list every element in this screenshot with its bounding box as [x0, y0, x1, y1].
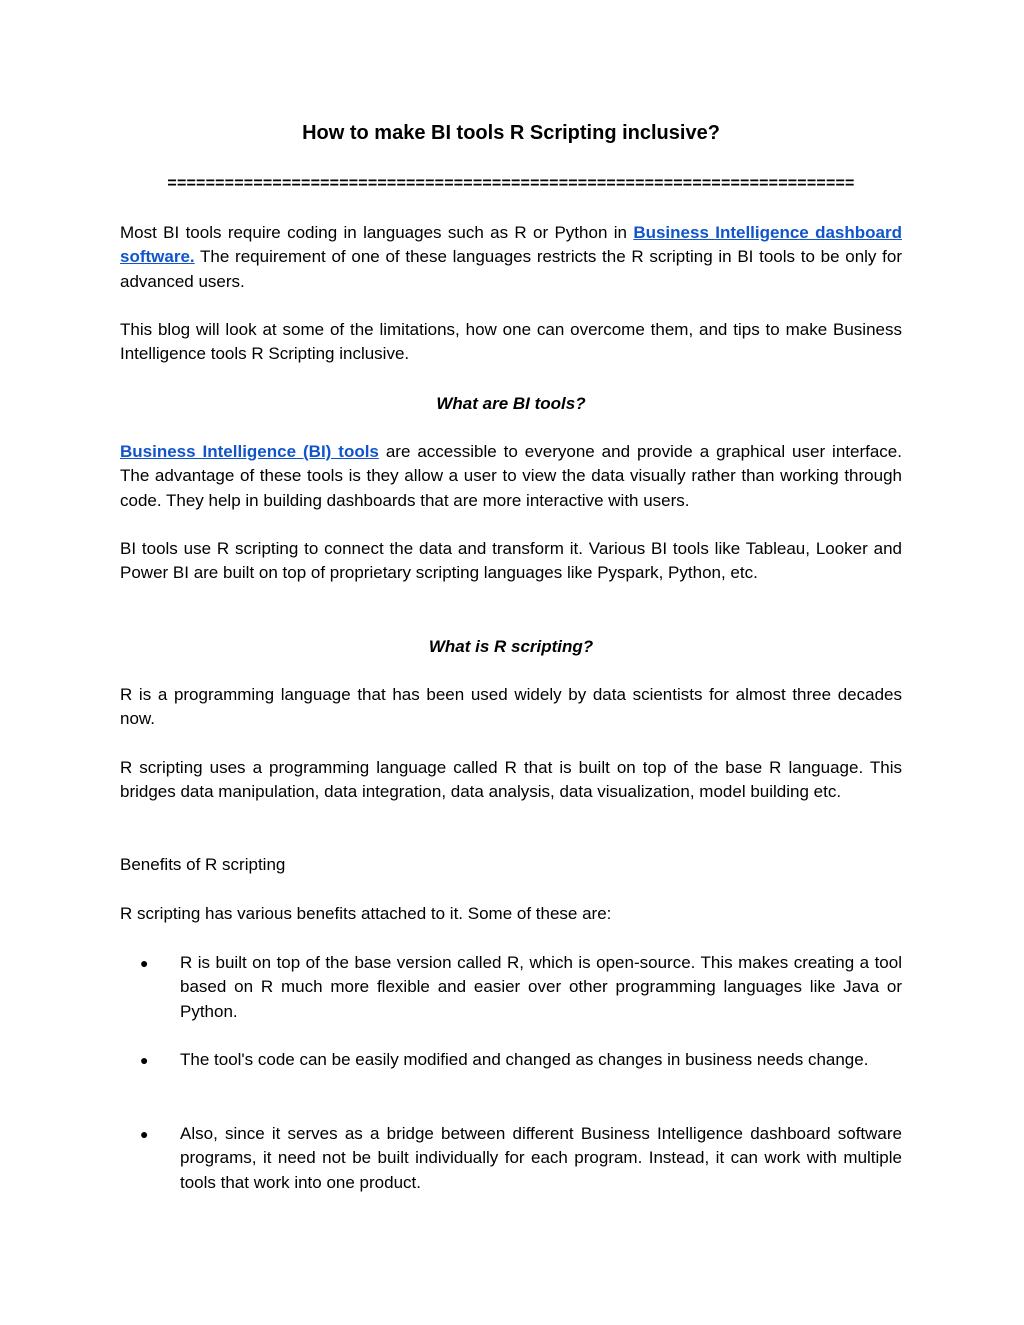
bi-tools-text: are accessible to everyone and provide a graphical user interface. The advantage of these tools is they allow a user to view the data visually rather than working through code. They help in building dashboards that are more interactive with users.	[120, 442, 902, 510]
benefits-intro-paragraph: R scripting has various benefits attached to it. Some of these are:	[120, 904, 612, 923]
bullet-icon: ●	[140, 955, 149, 971]
bi-tools-r-scripting-paragraph: BI tools use R scripting to connect the data and transform it. Various BI tools like Tableau, Looker and Power BI are built on top of proprietary scripting languages like Pyspark, Python, etc.	[120, 539, 902, 583]
benefits-label: Benefits of R scripting	[120, 855, 286, 874]
intro-text-end: The requirement of one of these languages restricts the R scripting in BI tools to be only for advanced users.	[120, 247, 902, 291]
page-title: How to make BI tools R Scripting inclusive?	[302, 122, 720, 144]
section-heading-bi-tools: What are BI tools?	[436, 394, 586, 413]
bullet-icon: ●	[140, 1126, 149, 1142]
section-heading-r-scripting: What is R scripting?	[428, 637, 594, 656]
bi-dashboard-software-link[interactable]: Business Intelligence dashboard software.	[120, 223, 902, 267]
divider-line: ========================================================================	[167, 175, 855, 192]
bi-tools-link[interactable]: Business Intelligence (BI) tools	[120, 442, 379, 461]
intro-paragraph	[120, 221, 902, 294]
r-scripting-paragraph: R scripting uses a programming language called R that is built on top of the base R language. This bridges data manipulation, data integration, data analysis, data visualization, model building etc.	[120, 758, 902, 802]
list-item-text: The tool's code can be easily modified and changed as changes in business needs change.	[180, 1050, 869, 1069]
r-language-paragraph: R is a programming language that has been used widely by data scientists for almost three decades now.	[120, 685, 902, 729]
list-item-text: R is built on top of the base version called R, which is open-source. This makes creating a tool based on R much more flexible and easier over other programming languages like Java or Python.	[180, 953, 902, 1021]
bullet-icon: ●	[140, 1052, 149, 1068]
intro-text-start: Most BI tools require coding in languages such as R or Python in	[120, 223, 634, 242]
bi-tools-paragraph	[120, 440, 902, 513]
list-item-text: Also, since it serves as a bridge between different Business Intelligence dashboard software programs, it need not be built individually for each program. Instead, it can work with multiple tools that work into one product.	[180, 1124, 902, 1192]
blog-overview-paragraph: This blog will look at some of the limitations, how one can overcome them, and tips to make Business Intelligence tools R Scripting inclusive.	[120, 320, 902, 364]
